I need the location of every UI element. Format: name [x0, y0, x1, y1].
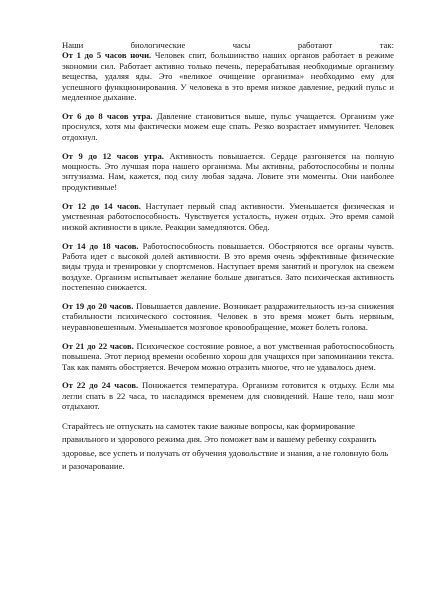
section-heading: От 21 до 22 часов.: [62, 340, 134, 351]
intro-line: Наши биологические часы работают так:: [62, 40, 394, 50]
section-19-20: [62, 301, 394, 332]
section-text: Давление становиться выше, пульс учащается. Организм уже проснулся, хотя мы фактически можем еще спать. Резко возрастает иммунитет. Человек отдохнул.: [62, 110, 395, 142]
section-text: Работоспособность повышается. Обостряются все органы чувств. Работа идет с высокой долей активности. В это время очень эффективные физические виды труда и тренировки у спортсменов. Наступает время занятий и прогулок на свежем воздухе. Организм испытывает желание больше двигаться. Зато психическая активность постепенно снижается.: [62, 240, 394, 293]
section-12-14: [62, 201, 394, 232]
section-text: Понижается температура. Организм готовится к отдыху. Если мы легли спать в 22 часа, то насладимся временем для сновидений. Наше тело, наш мозг отдыхают.: [62, 380, 394, 412]
section-heading: От 14 до 18 часов.: [62, 240, 139, 251]
section-21-22: [62, 341, 394, 372]
section-heading: От 22 до 24 часов.: [62, 380, 139, 391]
document-page: [62, 40, 394, 482]
section-9-12-morning: [62, 151, 394, 193]
section-heading: От 9 до 12 часов утра.: [62, 150, 164, 161]
section-text: Активность повышается. Сердце разгоняется на полную мощность. Это лучшая пора нашего организма. Мы активны, работоспособны и полны энтузиазма. Нам, кажется, под силу любая задача. Ловите эти моменты. Они наиболее продуктивные!: [62, 150, 394, 192]
section-text: Психическое состояние ровное, а вот умственная работоспособность повышена. Этот период времени особенно хорош для учащихся при запоминании текста. Так как память обостряется. Вечером можно отразить многое, что не удавалось днем.: [62, 340, 394, 372]
section-heading: От 19 до 20 часов.: [62, 301, 134, 312]
closing-paragraph: Старайтесь не отпускать на самотек такие важные вопросы, как формирование правильного и здорового режима дня. Это поможет вам и вашему ребенку сохранить здоровье, все успеть и получать от обучения удовольствие и знания, а не головную боль и разочарование.: [62, 421, 389, 471]
section-heading: От 1 до 5 часов ночи.: [62, 50, 152, 61]
section-heading: От 12 до 14 часов.: [62, 200, 141, 211]
section-text: Повышается давление. Возникает раздражительность из-за снижения стабильности психического состояния. Человек в это время может быть нервным, неуравновешенным. Уменьшается мозговое кровообращение, может болеть голова.: [62, 301, 394, 332]
section-22-24: [62, 380, 394, 411]
section-6-8-morning: [62, 111, 394, 142]
section-text: Человек спит, большинство наших органов работает в режиме экономии сил. Работает активно только печень, перерабатывая необходимые организму вещества, удаляя яды. Это «великое очищение организма» необходимо ему для успешного функционирования. У человека в это время низкое давление, редкий пульс и медленное дыхание.: [62, 50, 394, 103]
section-1-5-night: [62, 50, 394, 102]
section-text: Наступает первый спад активности. Уменьшается физическая и умственная работоспособность. Чувствуется усталость, нужен отдых. Это время самой низкой активности в цикле. Реакции замедляются. Обед.: [62, 200, 394, 232]
section-14-18: [62, 241, 394, 293]
section-heading: От 6 до 8 часов утра.: [62, 110, 153, 121]
